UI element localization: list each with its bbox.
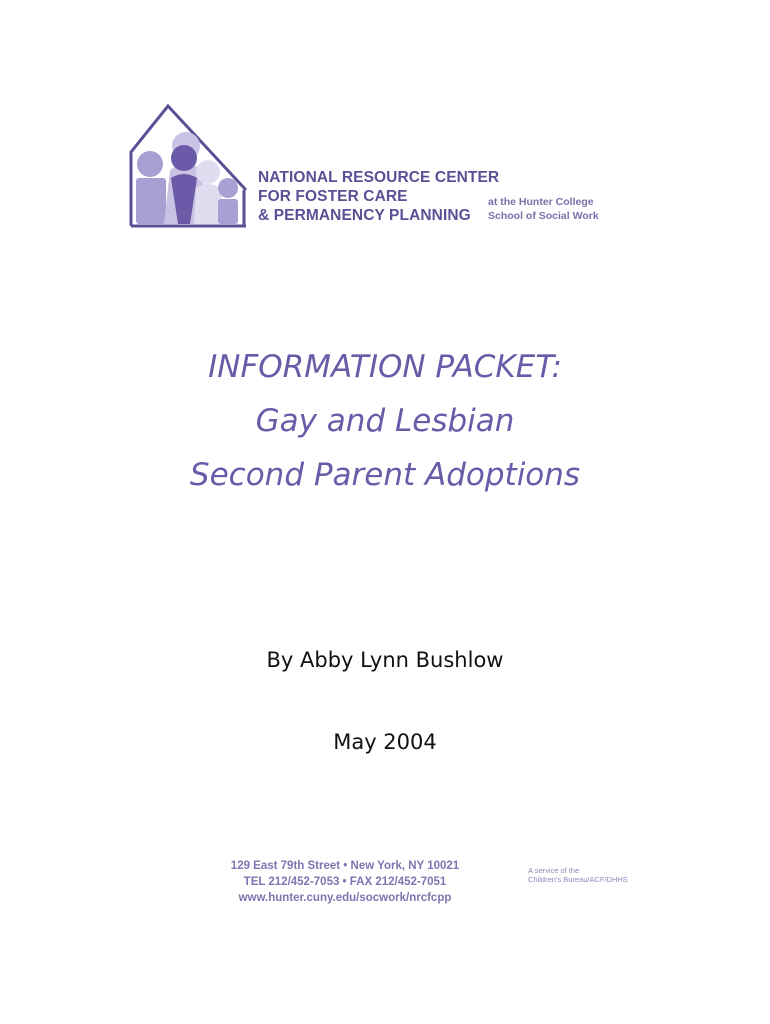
affiliation-line: at the Hunter College <box>488 196 594 208</box>
house-family-logo-icon <box>124 100 256 232</box>
funding-note-line: A service of the <box>528 866 580 875</box>
document-title <box>0 340 770 502</box>
title-line-1: INFORMATION PACKET: <box>208 349 562 385</box>
title-line-3: Second Parent Adoptions <box>189 457 581 493</box>
organization-name-line: FOR FOSTER CARE <box>258 188 408 205</box>
footer-website-link[interactable]: www.hunter.cuny.edu/socwork/nrcfcpp <box>238 892 452 904</box>
footer-address-line: 129 East 79th Street • New York, NY 10021 <box>230 860 460 872</box>
footer-phone-line: TEL 212/452-7053 • FAX 212/452-7051 <box>243 876 447 888</box>
organization-affiliation <box>488 195 599 223</box>
nrcfcpp-logo <box>124 100 644 235</box>
publication-date: May 2004 <box>333 730 437 754</box>
funding-note <box>528 866 648 884</box>
organization-name-line: NATIONAL RESOURCE CENTER <box>258 169 500 186</box>
funding-note-line: Children's Bureau/ACF/DHHS <box>528 875 628 884</box>
organization-name <box>258 168 499 225</box>
title-line-2: Gay and Lesbian <box>255 403 515 439</box>
organization-name-line: & PERMANENCY PLANNING <box>258 207 471 224</box>
footer-contact <box>200 858 490 906</box>
affiliation-line: School of Social Work <box>488 210 599 222</box>
author-byline: By Abby Lynn Bushlow <box>266 648 504 672</box>
